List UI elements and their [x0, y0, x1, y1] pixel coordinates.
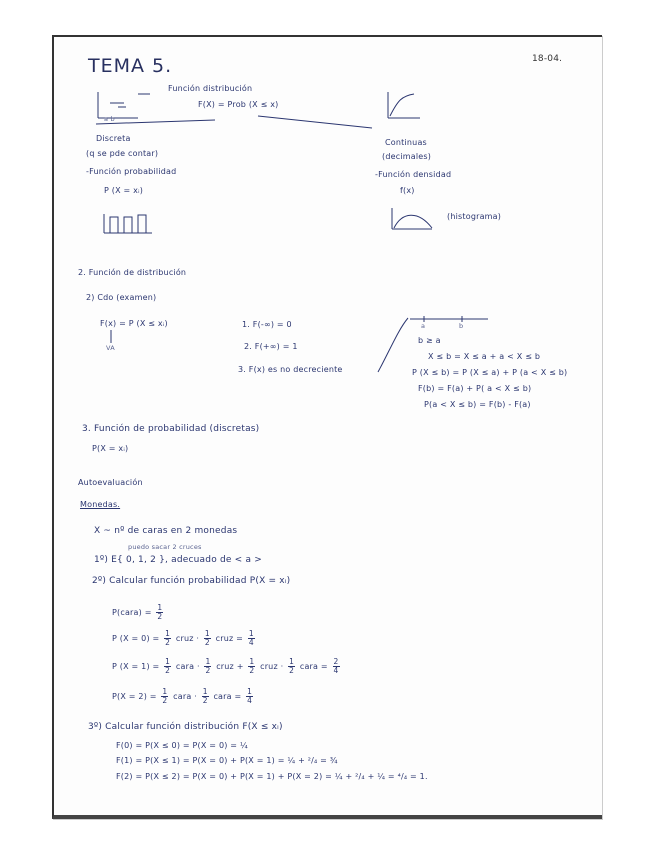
frac-quarter: $\frac{1}{4}$: [247, 687, 253, 705]
op-eq: =: [320, 662, 328, 671]
op-dot: ·: [280, 662, 284, 671]
auto-line-1: X ~ nº de caras en 2 monedas: [94, 526, 238, 536]
discreta-heading: Discreta: [96, 134, 131, 143]
word-cara: cara: [175, 662, 195, 671]
frac-half: $\frac{1}{2}$: [289, 657, 295, 675]
intro-bullet: Función distribución: [168, 84, 253, 93]
op-plus: +: [236, 662, 244, 671]
prop-3: 3. F(x) es no decreciente: [238, 365, 343, 374]
p-x2-row: [112, 688, 255, 705]
word-cruz: cruz: [216, 662, 234, 671]
intro-axis-marks: a b: [104, 115, 115, 123]
continuas-note: (decimales): [382, 152, 432, 161]
reasoning-1: X ≤ b = X ≤ a + a < X ≤ b: [428, 352, 541, 361]
reasoning-3: F(b) = F(a) + P( a < X ≤ b): [418, 384, 532, 393]
p-x0-row: [112, 630, 257, 647]
cond: b ≥ a: [418, 336, 441, 345]
word-cruz: cruz: [260, 662, 278, 671]
continuas-histogram: (histograma): [447, 212, 502, 221]
discreta-func: -Función probabilidad: [86, 167, 177, 176]
p-x0-label: P (X = 0) =: [112, 634, 160, 643]
p-cara-label: P(cara) =: [112, 608, 152, 617]
auto-line-4: 3º) Calcular función distribución F(X ≤ xᵢ): [88, 722, 283, 732]
op-dot: ·: [196, 634, 200, 643]
reasoning-2: P (X ≤ b) = P (X ≤ a) + P (a < X ≤ b): [412, 368, 568, 377]
section2-va: VA: [106, 344, 115, 352]
intro-formula: F(X) = Prob (X ≤ x): [198, 100, 279, 109]
word-cruz: cruz: [215, 634, 234, 643]
p-cara-row: [112, 604, 165, 621]
page-date: 18-04.: [532, 54, 563, 64]
continuas-func: -Función densidad: [375, 170, 452, 179]
discreta-note: (q se pde contar): [86, 149, 159, 158]
frac-half: $\frac{1}{2}$: [165, 629, 171, 647]
auto-sub: Monedas.: [80, 500, 121, 509]
frac-half: $\frac{1}{2}$: [157, 603, 163, 621]
continuas-heading: Continuas: [385, 138, 427, 147]
frac-half: $\frac{1}{2}$: [205, 657, 211, 675]
frac-half: $\frac{1}{2}$: [249, 657, 255, 675]
f1-row: F(1) = P(X ≤ 1) = P(X = 0) + P(X = 1) = ¼ + ²/₄ = ¾: [116, 756, 338, 765]
discreta-formula: P (X = xᵢ): [104, 186, 144, 195]
auto-line-2-note: puedo sacar 2 cruces: [128, 543, 202, 551]
op-eq: =: [234, 692, 242, 701]
f2-row: F(2) = P(X ≤ 2) = P(X = 0) + P(X = 1) + P(X = 2) = ¼ + ²/₄ + ¼ = ⁴/₄ = 1.: [116, 772, 428, 781]
section3-heading: 3. Función de probabilidad (discretas): [82, 424, 260, 434]
p-x2-label: P(X = 2) =: [112, 692, 157, 701]
auto-heading: Autoevaluación: [78, 478, 143, 487]
prop-2: 2. F(+∞) = 1: [244, 342, 298, 351]
auto-line-2: 1º) E{ 0, 1, 2 }, adecuado de < a >: [94, 555, 262, 565]
p-x1-label: P (X = 1) =: [112, 662, 160, 671]
word-cara: cara: [299, 662, 319, 671]
frac-two-quarters: $\frac{2}{4}$: [333, 657, 339, 675]
prop-1: 1. F(-∞) = 0: [242, 320, 292, 329]
auto-line-3: 2º) Calcular función probabilidad P(X = xᵢ): [92, 576, 291, 586]
section3-formula: P(X = xᵢ): [92, 444, 129, 453]
frac-quarter: $\frac{1}{4}$: [248, 629, 254, 647]
page-title: TEMA 5.: [88, 55, 173, 77]
section2-def: F(x) = P (X ≤ xᵢ): [100, 319, 168, 328]
axis-b: b: [459, 322, 464, 330]
frac-half: $\frac{1}{2}$: [162, 687, 168, 705]
axis-a: a: [421, 322, 426, 330]
op-dot: ·: [194, 692, 197, 701]
section2-heading: 2. Función de distribución: [78, 268, 187, 277]
frac-half: $\frac{1}{2}$: [204, 629, 210, 647]
op-dot: ·: [196, 662, 200, 671]
word-cara: cara: [213, 692, 232, 701]
continuas-formula: f(x): [400, 186, 415, 195]
p-x1-row: [112, 658, 342, 675]
section2-sub: 2) Cdo (examen): [86, 293, 157, 302]
word-cruz: cruz: [175, 634, 194, 643]
f0-row: F(0) = P(X ≤ 0) = P(X = 0) = ¼: [116, 741, 248, 750]
op-eq: =: [236, 634, 244, 643]
frac-half: $\frac{1}{2}$: [202, 687, 208, 705]
frac-half: $\frac{1}{2}$: [165, 657, 171, 675]
reasoning-4: P(a < X ≤ b) = F(b) - F(a): [424, 400, 531, 409]
word-cara: cara: [173, 692, 192, 701]
